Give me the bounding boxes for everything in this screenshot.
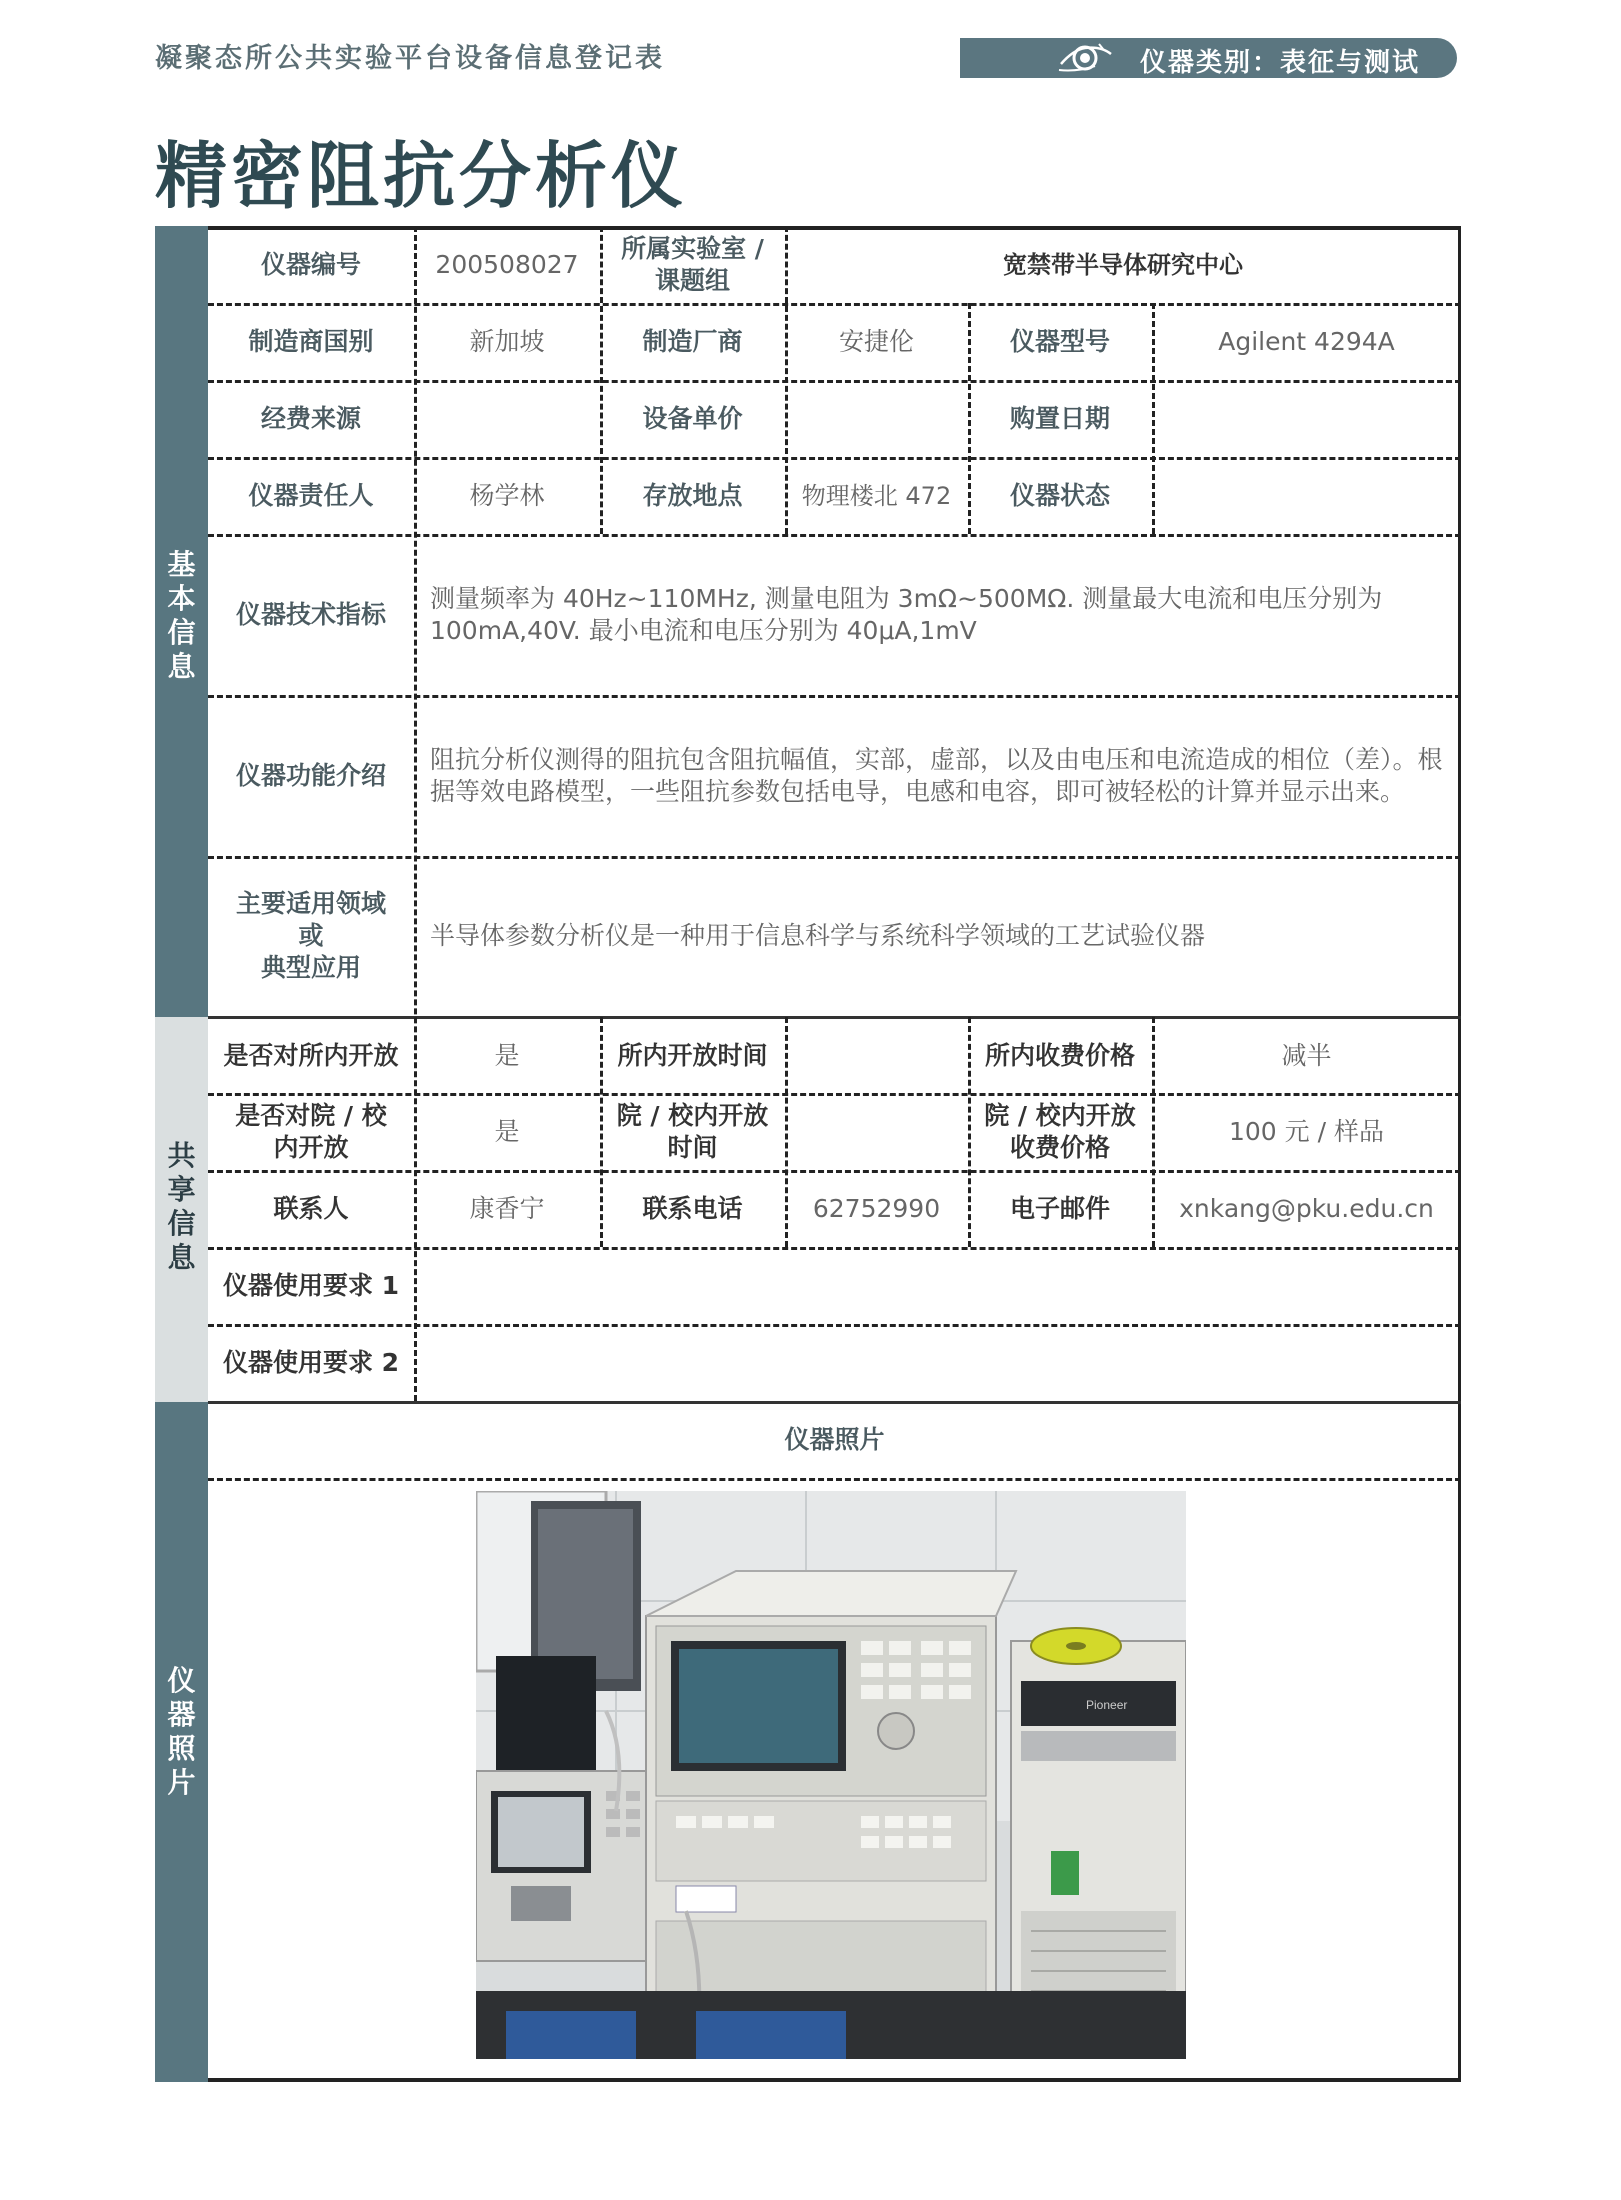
sharing-section-label xyxy=(155,1139,208,1275)
fee-in-value: 减半 xyxy=(1281,1040,1332,1070)
category-banner xyxy=(960,38,1457,78)
open-out-time-value xyxy=(785,1094,968,1170)
requirement-1-value xyxy=(414,1248,1461,1324)
requirement-2-label: 仪器使用要求 2 xyxy=(222,1348,400,1377)
lab-value: 宽禁带半导体研究中心 xyxy=(1003,250,1243,279)
fee-in-label: 所内收费价格 xyxy=(984,1040,1135,1070)
lab-label: 所属实验室 / 课题组 xyxy=(621,233,764,295)
fee-out-value: 100 元 / 样品 xyxy=(1229,1117,1384,1146)
application-label-line3: 典型应用 xyxy=(260,953,361,982)
section-label-char: 仪 xyxy=(167,1664,196,1697)
function-value: 阻抗分析仪测得的阻抗包含阻抗幅值，实部，虚部，以及由电压和电流造成的相位（差）。根据等效电路模型，一些阻抗参数包括电导，电感和电容，即可被轻松的计算并显示出来。 xyxy=(430,744,1443,806)
contact-label: 联系人 xyxy=(273,1194,349,1223)
section-label-char: 器 xyxy=(167,1698,196,1731)
pc-drive-brand: Pioneer xyxy=(1086,1698,1128,1712)
application-value: 半导体参数分析仪是一种用于信息科学与系统科学领域的工艺试验仪器 xyxy=(430,921,1206,950)
open-in-value: 是 xyxy=(494,1040,520,1070)
spec-value: 测量频率为 40Hz~110MHz, 测量电阻为 3mΩ~500MΩ. 测量最大电流和电压分别为 100mA,40V. 最小电流和电压分别为 40μA,1mV xyxy=(430,583,1383,645)
location-label: 存放地点 xyxy=(642,480,743,510)
section-label-char: 本 xyxy=(167,582,196,615)
purchase-date-value xyxy=(1152,380,1461,457)
section-label-char: 共 xyxy=(167,1139,196,1172)
section-label-char: 息 xyxy=(167,650,196,683)
page-title: 精密阻抗分析仪 xyxy=(155,134,688,218)
contact-value: 康香宁 xyxy=(469,1194,545,1223)
instrument-id-value: 200508027 xyxy=(435,249,579,279)
basic-section-bar xyxy=(155,226,208,1017)
requirement-1-label: 仪器使用要求 1 xyxy=(222,1271,400,1300)
maker-value: 安捷伦 xyxy=(838,326,914,356)
gear-eye-icon xyxy=(1055,40,1115,76)
requirement-2-value xyxy=(414,1325,1461,1401)
owner-value: 杨学林 xyxy=(469,480,545,510)
application-label-line1: 主要适用领域 xyxy=(235,889,386,918)
owner-label: 仪器责任人 xyxy=(248,480,374,510)
location-value: 物理楼北 472 xyxy=(801,481,952,510)
photo-heading: 仪器照片 xyxy=(784,1425,885,1454)
status-value xyxy=(1152,457,1461,534)
open-in-time-value xyxy=(785,1017,968,1094)
spec-label: 仪器技术指标 xyxy=(235,599,386,629)
open-out-label: 是否对院 / 校内开放 xyxy=(235,1101,387,1162)
fund-value xyxy=(414,380,600,457)
country-value: 新加坡 xyxy=(469,326,545,356)
open-out-value: 是 xyxy=(494,1117,520,1146)
section-label-char: 享 xyxy=(167,1173,196,1206)
phone-label: 联系电话 xyxy=(642,1194,743,1223)
basic-section-label xyxy=(155,548,208,684)
maker-label: 制造厂商 xyxy=(642,326,743,356)
section-label-char: 片 xyxy=(167,1766,196,1799)
org-form-title: 凝聚态所公共实验平台设备信息登记表 xyxy=(155,43,665,74)
category-label: 仪器类别：表征与测试 xyxy=(1140,48,1421,78)
section-label-char: 信 xyxy=(167,616,196,649)
email-label: 电子邮件 xyxy=(1009,1194,1110,1223)
open-out-time-label: 院 / 校内开放时间 xyxy=(616,1101,769,1162)
function-label: 仪器功能介绍 xyxy=(235,760,386,790)
instrument-id-label: 仪器编号 xyxy=(260,249,361,279)
phone-value: 62752990 xyxy=(812,1194,941,1223)
open-in-label: 是否对所内开放 xyxy=(223,1040,399,1070)
fee-out-label: 院 / 校内开放收费价格 xyxy=(984,1101,1136,1162)
email-value: xnkang@pku.edu.cn xyxy=(1179,1194,1434,1223)
sharing-section-bar xyxy=(155,1017,208,1402)
fund-label: 经费来源 xyxy=(260,403,361,433)
section-label-char: 照 xyxy=(167,1732,196,1765)
status-label: 仪器状态 xyxy=(1009,480,1110,510)
model-label: 仪器型号 xyxy=(1009,326,1110,356)
section-label-char: 信 xyxy=(167,1207,196,1240)
section-label-char: 基 xyxy=(167,548,196,581)
price-label: 设备单价 xyxy=(642,403,743,433)
section-label-char: 息 xyxy=(167,1241,196,1274)
price-value xyxy=(785,380,968,457)
instrument-photo-drawing xyxy=(476,1491,1186,2059)
instrument-photo xyxy=(476,1491,1186,2059)
photo-section-bar xyxy=(155,1402,208,2082)
application-label xyxy=(208,856,414,1016)
country-label: 制造商国别 xyxy=(248,326,374,356)
photo-section-label xyxy=(155,1664,208,1800)
model-value: Agilent 4294A xyxy=(1218,326,1395,356)
application-label-line2: 或 xyxy=(298,921,324,950)
purchase-date-label: 购置日期 xyxy=(1009,403,1110,433)
row-divider xyxy=(208,1478,1461,1481)
open-in-time-label: 所内开放时间 xyxy=(617,1040,768,1070)
